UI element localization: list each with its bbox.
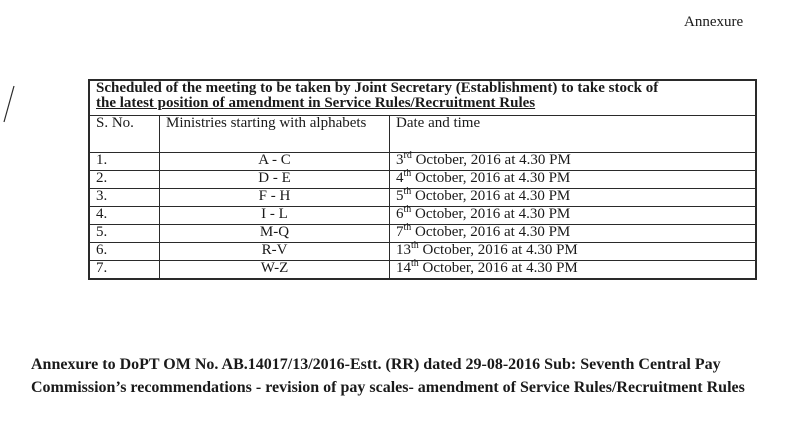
schedule-rows [89,150,756,280]
cell-sno: 7. [89,261,160,280]
date-rest: October, 2016 at 4.30 PM [415,170,571,186]
date-ordinal-suffix: th [403,222,412,233]
table-title [89,80,756,116]
cell-sno: 1. [89,153,160,171]
cell-alphabet-range: I - L [160,207,390,225]
meeting-schedule-table [88,79,757,280]
date-rest: October, 2016 at 4.30 PM [415,206,571,222]
table-row [89,153,756,171]
date-rest: October, 2016 at 4.30 PM [422,260,578,276]
table-title-line-1: Scheduled of the meeting to be taken by Joint Secretary (Establishment) to take stock of [96,80,659,96]
cell-alphabet-range: D - E [160,171,390,189]
cell-alphabet-range: W-Z [160,261,390,280]
cell-sno: 2. [89,171,160,189]
date-rest: October, 2016 at 4.30 PM [415,224,571,240]
cell-date-time [390,204,757,225]
date-rest: October, 2016 at 4.30 PM [422,242,578,258]
date-ordinal-suffix: th [403,186,412,197]
date-rest: October, 2016 at 4.30 PM [415,152,571,168]
date-day: 14 [396,260,411,276]
cell-date-time [390,186,757,207]
cell-date-time [390,150,757,171]
table-row [89,243,756,261]
cell-date-time [390,168,757,189]
cell-alphabet-range: R-V [160,243,390,261]
header-ministries: Ministries starting with alphabets [160,116,390,153]
table-row [89,189,756,207]
stray-pen-mark [2,84,16,124]
date-day: 7 [396,224,404,240]
cell-sno: 3. [89,189,160,207]
table-title-row [89,80,756,116]
date-day: 3 [396,152,404,168]
cell-date-time [390,240,757,261]
date-day: 13 [396,242,411,258]
table-row [89,261,756,280]
date-ordinal-suffix: th [403,168,412,179]
date-ordinal-suffix: rd [403,150,412,161]
cell-sno: 6. [89,243,160,261]
cell-sno: 4. [89,207,160,225]
date-day: 4 [396,170,404,186]
cell-alphabet-range: F - H [160,189,390,207]
header-sno: S. No. [89,116,160,153]
annexure-label: Annexure [684,14,744,30]
table-header-row [89,116,756,153]
cell-alphabet-range: A - C [160,153,390,171]
date-day: 6 [396,206,404,222]
date-rest: October, 2016 at 4.30 PM [415,188,571,204]
header-datetime: Date and time [390,116,757,153]
date-ordinal-suffix: th [411,240,419,251]
table-row [89,207,756,225]
cell-sno: 5. [89,225,160,243]
date-ordinal-suffix: th [411,258,419,269]
cell-alphabet-range: M-Q [160,225,390,243]
table-title-line-2: the latest position of amendment in Service Rules/Recruitment Rules [96,95,536,111]
document-caption: Annexure to DoPT OM No. AB.14017/13/2016-Estt. (RR) dated 29-08-2016 Sub: Seventh Central Pay Commission’s recommendations - revision of pay scales- amendment of Service Rules/Recruitment Rules [31,356,745,396]
table-row [89,225,756,243]
table-row [89,171,756,189]
date-ordinal-suffix: th [403,204,412,215]
cell-date-time [390,222,757,243]
cell-date-time [390,258,757,280]
date-day: 5 [396,188,404,204]
